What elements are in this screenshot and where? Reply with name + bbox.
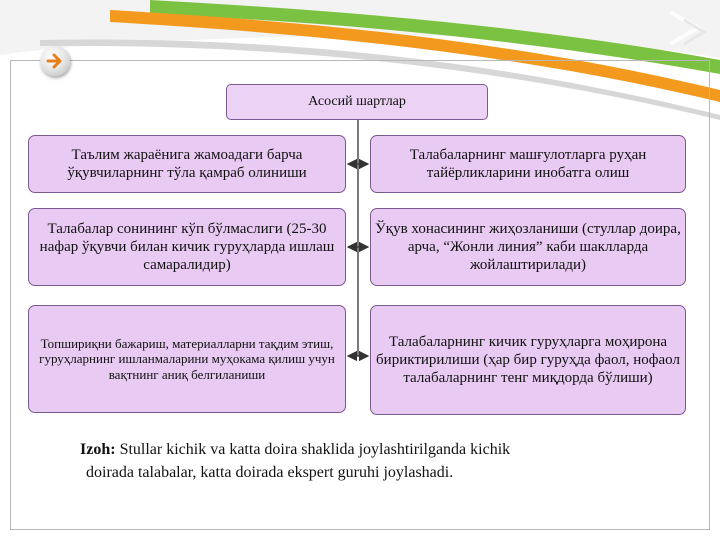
condition-text: Талабаларнинг кичик гуруҳларга моҳирона бириктирилиши (ҳар бир гуруҳда фаол, нофаол талабаларнинг тенг миқдорда бўлиши) <box>376 334 680 386</box>
condition-text: Топшириқни бажариш, материалларни тақдим этиш, гуруҳларнинг ишланмаларини муҳокама қилиш учун вақтнинг аниқ белгиланиши <box>39 335 335 382</box>
condition-box-left-1 <box>28 135 346 193</box>
note-label: Izoh: <box>80 441 116 458</box>
condition-box-right-2 <box>370 208 686 286</box>
condition-box-right-1 <box>370 135 686 193</box>
note-line-1: Stullar kichik va katta doira shaklida joylashtirilganda kichik <box>115 441 511 458</box>
condition-text: Талабаларнинг машғулотларга руҳан тайёрликларини инобатга олиш <box>409 147 647 181</box>
condition-box-left-2 <box>28 208 346 286</box>
condition-box-right-3 <box>370 305 686 415</box>
diagram-title-box <box>226 84 488 120</box>
condition-text: Талабалар сонининг кўп бўлмаслиги (25-30 нафар ўқувчи билан кичик гуруҳларда ишлаш самаралидир) <box>39 221 335 273</box>
diagram-title: Асосий шартлар <box>308 93 406 109</box>
note-line-2: doirada talabalar, katta doirada ekspert guruhi joylashadi. <box>86 464 454 482</box>
note-paragraph <box>80 438 640 484</box>
condition-box-left-3 <box>28 305 346 413</box>
condition-text: Ўқув хонасининг жиҳозланиши (стуллар доира, арча, “Жонли линия” каби шаклларда жойлаштирилади) <box>375 221 681 273</box>
condition-text: Таълим жараёнига жамоадаги барча ўқувчиларнинг тўла қамраб олиниши <box>67 147 307 181</box>
